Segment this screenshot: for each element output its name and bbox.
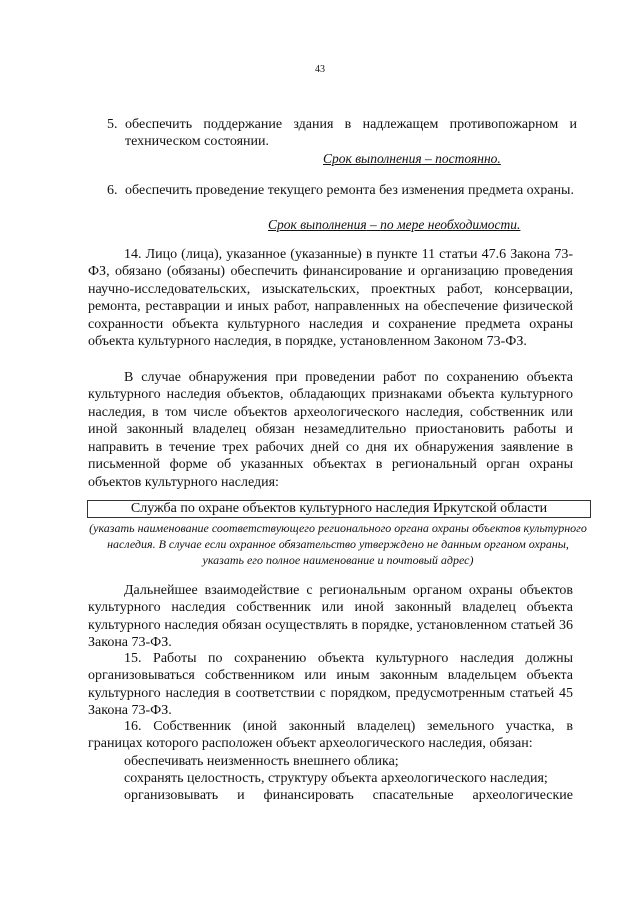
duty-item: сохранять целостность, структуру объекта археологического наследия; <box>124 771 548 786</box>
list-number: 5. <box>107 117 118 132</box>
deadline-item-5 <box>323 150 501 167</box>
page-number: 43 <box>315 64 325 75</box>
paragraph-14: 14. Лицо (лица), указанное (указанные) в пункте 11 статьи 47.6 Закона 73-ФЗ, обязано (обязаны) обеспечить финансирование и организацию проведения научно-исследовательских, изыскательских, проектных работ, консервации, ремонта, реставрации и иных работ, направленных на обеспечение физической сохранности объекта культурного наследия и сохранение предмета охраны объекта культурного наследия, в порядке, установленном Законом 73-ФЗ. <box>88 247 573 350</box>
paragraph-16: 16. Собственник (иной законный владелец) земельного участка, в границах которого расположен объект археологического наследия, обязан: <box>88 719 573 752</box>
list-number: 6. <box>107 183 118 198</box>
deadline-value: по мере необходимости. <box>380 217 521 232</box>
paragraph-15: 15. Работы по сохранению объекта культурного наследия должны организовываться собственником или иным законным владельцем объекта культурного наследия в соответствии с порядком, предусмотренным статьей 45 Закона 73-ФЗ. <box>88 651 573 719</box>
deadline-item-6 <box>268 216 520 233</box>
deadline-label: Срок выполнения <box>268 217 367 232</box>
authority-box: Служба по охране объектов культурного наследия Иркутской области <box>87 500 591 518</box>
deadline-value: постоянно. <box>435 151 501 166</box>
duty-item: организовывать и финансировать спасательные археологические <box>124 788 573 803</box>
list-text: обеспечить проведение текущего ремонта без изменения предмета охраны. <box>125 183 574 198</box>
list-item-6 <box>107 182 577 199</box>
list-item-5 <box>107 116 577 150</box>
authority-note: (указать наименование соответствующего регионального органа охраны объектов культурного наследия. В случае если охранное обязательство утверждено не данным органом охраны, указать его полное наименование и почтовый адрес) <box>89 521 587 567</box>
deadline-label: Срок выполнения <box>323 151 422 166</box>
paragraph-discovery: В случае обнаружения при проведении работ по сохранению объекта культурного наследия объектов, обладающих признаками объекта культурного наследия, в том числе объектов археологического наследия, собственник или иной законный владелец обязан незамедлительно приостановить работы и направить в течение трех рабочих дней со дня их обнаружения заявление в письменной форме об указанных объектах в региональный орган охраны объектов культурного наследия: <box>88 370 573 490</box>
paragraph-further: Дальнейшее взаимодействие с региональным органом охраны объектов культурного наследия собственник или иной законный владелец объекта культурного наследия обязан осуществлять в порядке, установленном статьей 36 Закона 73-ФЗ. <box>88 583 573 651</box>
deadline-separator: – <box>421 151 436 166</box>
duty-item: обеспечивать неизменность внешнего облика; <box>124 754 399 769</box>
list-text: обеспечить поддержание здания в надлежащем противопожарном и техническом состоянии. <box>125 117 577 149</box>
deadline-separator: – <box>366 217 381 232</box>
